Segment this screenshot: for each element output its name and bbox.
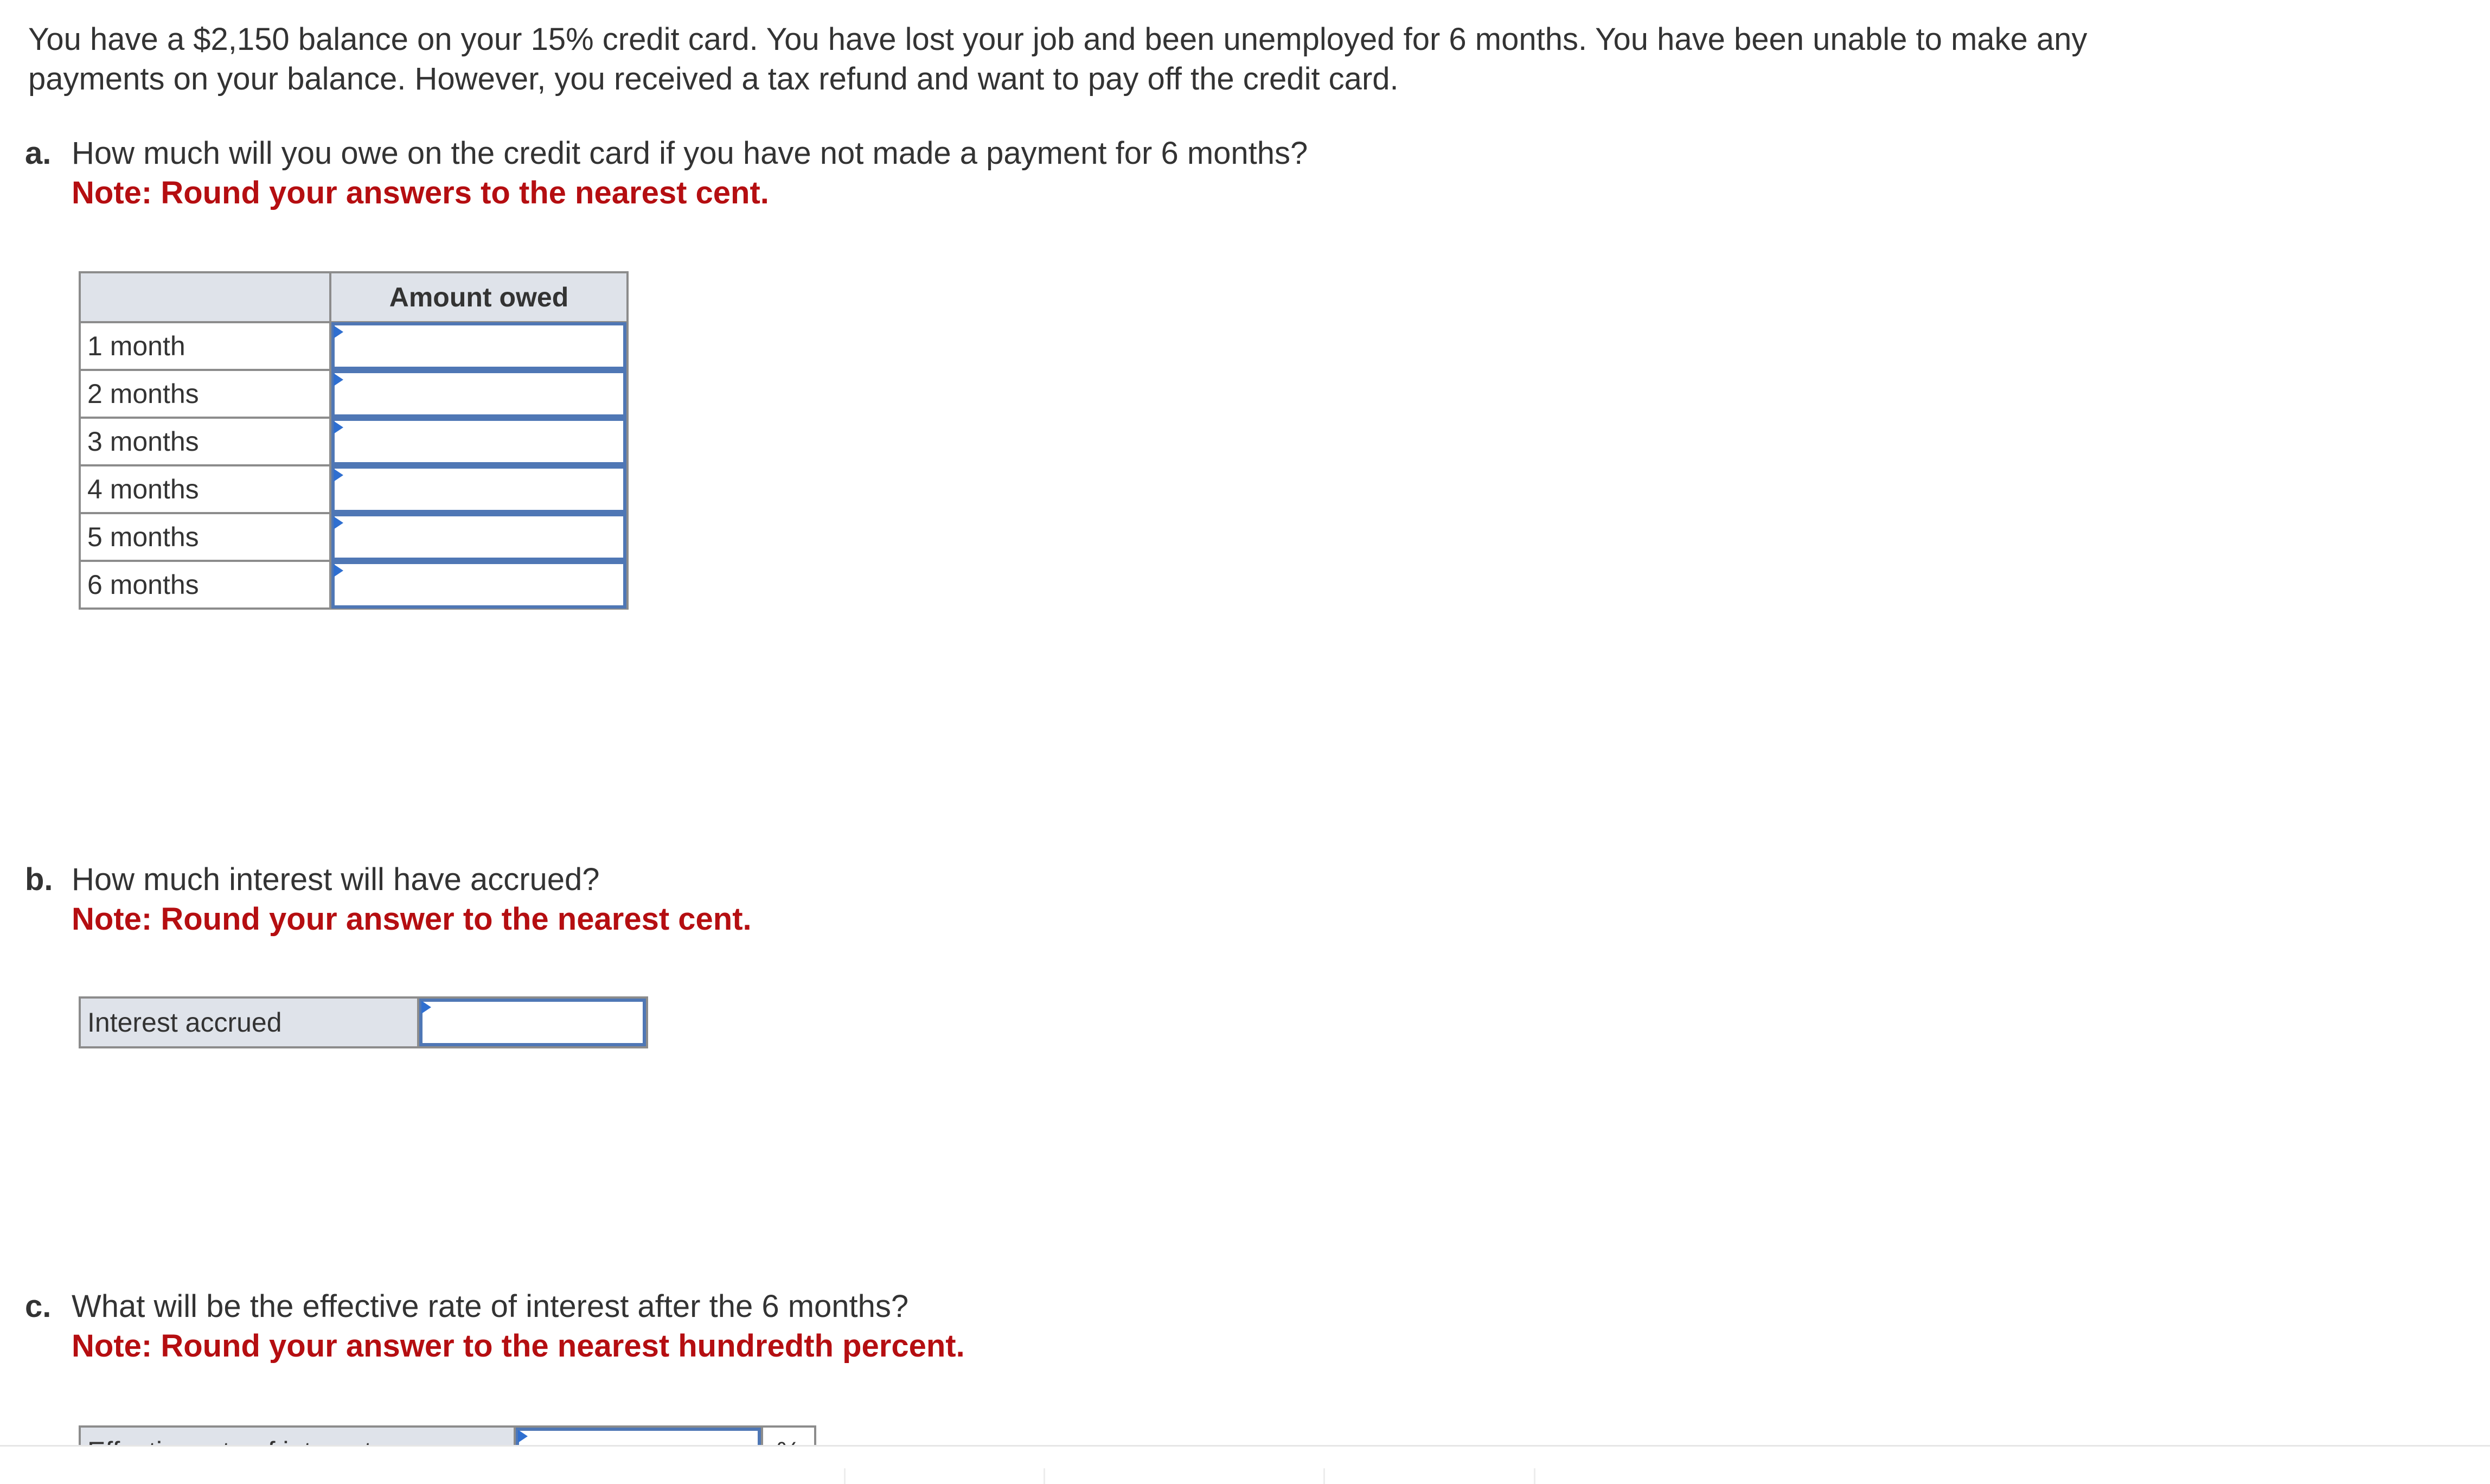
row-label-5-months: 5 months xyxy=(80,513,330,561)
amount-owed-input-2-months[interactable] xyxy=(331,370,626,418)
amount-cell xyxy=(330,513,628,561)
question-a-note: Note: Round your answers to the nearest cent. xyxy=(72,175,769,210)
input-flag-icon xyxy=(421,1001,431,1014)
question-c xyxy=(25,1287,965,1366)
row-label-4-months: 4 months xyxy=(80,465,330,513)
interest-accrued-cell xyxy=(419,999,646,1046)
interest-accrued-label: Interest accrued xyxy=(81,999,419,1046)
problem-statement: You have a $2,150 balance on your 15% credit card. You have lost your job and been unemployed for 6 months. You have been unable to make any payments on your balance. However, you received a tax refund and want to pay off the credit card. xyxy=(28,22,2088,97)
table-row xyxy=(80,465,628,513)
input-flag-icon xyxy=(334,564,343,577)
amount-owed-header: Amount owed xyxy=(330,272,628,322)
table-row xyxy=(80,561,628,609)
question-c-note: Note: Round your answer to the nearest hundredth percent. xyxy=(72,1328,965,1364)
input-flag-icon xyxy=(334,469,343,482)
amount-owed-input-4-months[interactable] xyxy=(331,465,626,513)
amount-cell xyxy=(330,465,628,513)
amount-cell xyxy=(330,561,628,609)
question-b-letter: b. xyxy=(25,862,53,897)
question-c-text: What will be the effective rate of interest after the 6 months? xyxy=(72,1289,909,1324)
table-row xyxy=(80,418,628,465)
amount-owed-input-1-month[interactable] xyxy=(331,322,626,370)
table-row xyxy=(80,370,628,418)
divider xyxy=(1323,1468,1325,1484)
amount-owed-input-6-months[interactable] xyxy=(331,561,626,609)
input-flag-icon xyxy=(334,373,343,386)
amount-owed-input-3-months[interactable] xyxy=(331,418,626,465)
input-flag-icon xyxy=(334,421,343,434)
interest-accrued-row xyxy=(79,996,648,1048)
amount-owed-input-5-months[interactable] xyxy=(331,513,626,561)
question-b-text: How much interest will have accrued? xyxy=(72,862,600,897)
divider xyxy=(1534,1468,1535,1484)
row-label-1-month: 1 month xyxy=(80,322,330,370)
divider xyxy=(844,1468,846,1484)
amount-cell xyxy=(330,322,628,370)
divider xyxy=(1044,1468,1045,1484)
interest-accrued-input[interactable] xyxy=(419,999,646,1046)
amount-cell xyxy=(330,418,628,465)
amount-cell xyxy=(330,370,628,418)
row-label-3-months: 3 months xyxy=(80,418,330,465)
row-label-6-months: 6 months xyxy=(80,561,330,609)
question-a xyxy=(25,133,1308,213)
question-b-note: Note: Round your answer to the nearest cent. xyxy=(72,901,752,937)
question-b xyxy=(25,860,752,939)
input-flag-icon xyxy=(518,1430,528,1443)
question-c-letter: c. xyxy=(25,1289,52,1324)
question-a-letter: a. xyxy=(25,136,52,171)
question-a-text: How much will you owe on the credit card if you have not made a payment for 6 months? xyxy=(72,136,1308,171)
table-row xyxy=(80,513,628,561)
input-flag-icon xyxy=(334,325,343,338)
row-label-2-months: 2 months xyxy=(80,370,330,418)
table-row xyxy=(80,322,628,370)
bottom-clip-strip xyxy=(0,1445,2490,1484)
amount-owed-table xyxy=(79,271,629,610)
table-corner-header xyxy=(80,272,330,322)
input-flag-icon xyxy=(334,516,343,529)
